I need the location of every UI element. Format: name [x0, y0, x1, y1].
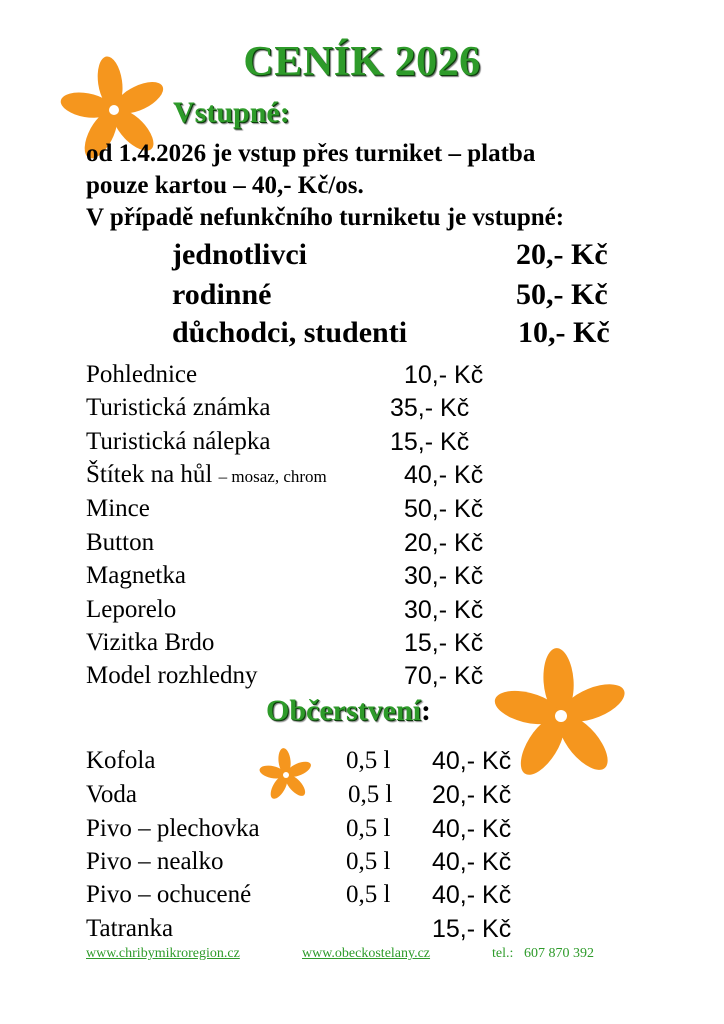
- souvenir-label-text: Štítek na hůl: [86, 461, 213, 488]
- refreshment-price: 40,- Kč: [432, 848, 512, 876]
- footer-link-chriby[interactable]: www.chribymikroregion.cz: [86, 946, 240, 961]
- entry-price-label: jednotlivci: [172, 238, 307, 271]
- footer-phone: 607 870 392: [524, 946, 594, 961]
- refreshment-qty: 0,5 l: [348, 781, 393, 808]
- refreshment-label: Pivo – plechovka: [86, 815, 260, 842]
- entry-price-label: rodinné: [172, 278, 272, 311]
- souvenir-note: – mosaz, chrom: [218, 467, 327, 486]
- entry-price-value: 20,- Kč: [516, 238, 608, 271]
- souvenir-label: [86, 461, 327, 489]
- refreshment-label: Pivo – nealko: [86, 848, 224, 875]
- souvenir-label: Vizitka Brdo: [86, 629, 215, 656]
- flower-icon: [492, 648, 630, 784]
- souvenir-label: Pohlednice: [86, 361, 198, 388]
- souvenir-price: 35,- Kč: [390, 394, 470, 422]
- souvenir-price: 30,- Kč: [404, 562, 484, 590]
- refreshment-qty: 0,5 l: [346, 747, 391, 774]
- refreshment-qty: 0,5 l: [346, 881, 391, 908]
- footer-phone-label: tel.:: [492, 946, 514, 961]
- refreshment-price: 15,- Kč: [432, 915, 512, 943]
- souvenir-price: 15,- Kč: [404, 629, 484, 657]
- souvenir-price: 30,- Kč: [404, 596, 484, 624]
- souvenir-price: 50,- Kč: [404, 495, 484, 523]
- souvenir-label: Mince: [86, 495, 150, 522]
- souvenir-price: 40,- Kč: [404, 461, 484, 489]
- refreshments-heading-colon: :: [420, 694, 431, 727]
- refreshment-qty: 0,5 l: [346, 848, 391, 875]
- souvenir-label: Model rozhledny: [86, 662, 258, 689]
- refreshments-heading-text: Občerstvení: [266, 694, 421, 727]
- souvenir-label: Leporelo: [86, 596, 177, 623]
- refreshment-price: 40,- Kč: [432, 815, 512, 843]
- souvenir-label: Magnetka: [86, 562, 186, 589]
- flower-icon: [258, 748, 314, 802]
- souvenir-price: 20,- Kč: [404, 529, 484, 557]
- entry-price-value: 50,- Kč: [516, 278, 608, 311]
- refreshment-qty: 0,5 l: [346, 815, 391, 842]
- souvenir-label: Turistická nálepka: [86, 428, 271, 455]
- entry-line-3: V případě nefunkčního turniketu je vstupné:: [86, 204, 565, 231]
- entry-line-2: pouze kartou – 40,- Kč/os.: [86, 172, 364, 199]
- refreshments-heading: [266, 694, 431, 728]
- souvenir-price: 10,- Kč: [404, 361, 484, 389]
- entry-line-1: od 1.4.2026 je vstup přes turniket – platba: [86, 140, 536, 167]
- refreshment-label: Pivo – ochucené: [86, 881, 252, 908]
- souvenir-label: Turistická známka: [86, 394, 271, 421]
- souvenir-label: Button: [86, 529, 155, 556]
- footer-link-kostelany[interactable]: www.obeckostelany.cz: [302, 946, 431, 961]
- refreshment-price: 40,- Kč: [432, 747, 512, 775]
- refreshment-label: Tatranka: [86, 915, 174, 942]
- refreshment-price: 20,- Kč: [432, 781, 512, 809]
- entry-heading: Vstupné:: [173, 96, 290, 129]
- souvenir-price: 70,- Kč: [404, 662, 484, 690]
- entry-price-label: důchodci, studenti: [172, 316, 408, 349]
- souvenir-price: 15,- Kč: [390, 428, 470, 456]
- refreshment-label: Kofola: [86, 747, 156, 774]
- refreshment-label: Voda: [86, 781, 137, 808]
- entry-price-value: 10,- Kč: [518, 316, 610, 349]
- page-title: CENÍK 2026: [243, 39, 481, 85]
- refreshment-price: 40,- Kč: [432, 881, 512, 909]
